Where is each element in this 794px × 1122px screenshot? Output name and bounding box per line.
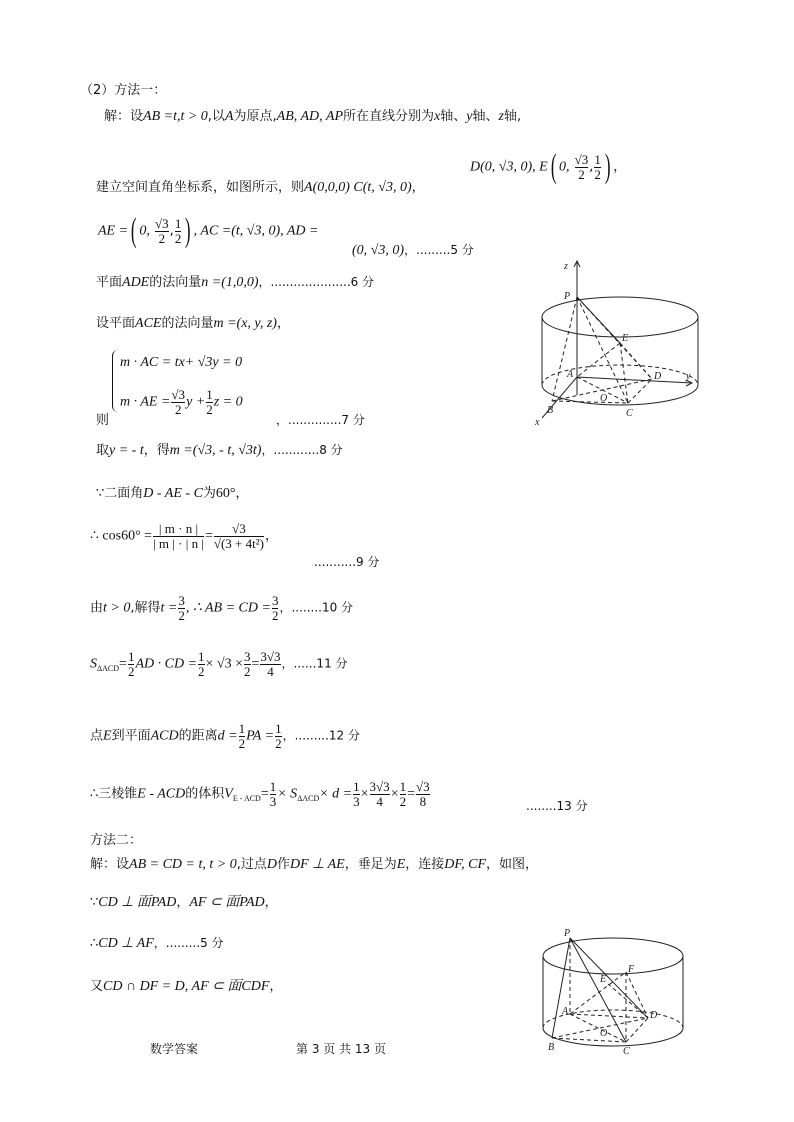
fraction: $\frac{3√3}{4}$ <box>369 779 390 809</box>
label-B: B <box>548 1042 555 1053</box>
fraction: $\frac{1}{2}$ <box>198 649 205 679</box>
m1-line2b: D(0, √3, 0), E( 0, $\frac{√3}{2}$ , $\frac{1}{2}$ ) ， <box>470 148 627 185</box>
formula: z <box>498 109 504 124</box>
label-D: D <box>650 1010 658 1021</box>
m1-line1 <box>104 110 521 124</box>
m1-line9-score <box>314 556 379 569</box>
formula: A(0,0,0) C(t, √3, 0) <box>304 180 412 195</box>
m2-line1: 解：设AB = CD = t, t > 0,过点D作DF ⊥ AE，垂足为E，连接DF, CF，如图， <box>90 857 539 872</box>
formula: t > 0 <box>103 600 131 616</box>
formula: m · AE = <box>120 394 171 410</box>
label-A: A <box>567 369 574 380</box>
score-mark: ，.........5 分 <box>153 936 224 950</box>
PB <box>552 297 577 401</box>
bottom-front <box>542 385 698 405</box>
cylinder-figure-2 <box>530 926 710 1058</box>
m1-line2a <box>96 181 425 195</box>
formula: y <box>466 109 473 124</box>
text: 所在直线分别为 <box>343 109 435 124</box>
m2-line2: ∵CD ⊥ 面PAD，AF ⊂ 面PAD， <box>90 895 278 910</box>
ED <box>620 343 652 379</box>
score-mark: ...........9 分 <box>314 555 380 569</box>
label-x: x <box>535 417 540 428</box>
text: ， <box>276 316 290 331</box>
label-y: y <box>686 371 691 382</box>
text: 轴、 <box>472 109 499 124</box>
m1-line3b <box>352 244 474 258</box>
fraction: $\frac{√3}{\text{√(3 + 4t²)}}$ <box>213 521 264 551</box>
label-O: O <box>600 1028 608 1039</box>
text: 建立空间直角坐标系，如图所示，则 <box>96 180 305 195</box>
fraction: $\frac{√3}{8}$ <box>416 779 430 809</box>
m2-line3: ∴CD ⊥ AF，.........5 分 <box>90 936 224 951</box>
m1-line6-score <box>276 414 365 427</box>
formula: x <box>434 109 441 124</box>
score-mark: ，..............7 分 <box>276 413 365 427</box>
m1-line12: 点E到平面ACD的距离d = $\frac{1}{2}$ PA = $\frac{1}{2}$ ，.........12 分 <box>90 721 360 751</box>
text: 轴, <box>503 109 522 124</box>
text: 则 <box>96 413 110 428</box>
text: ∵二面角 <box>96 486 144 501</box>
y-axis <box>577 377 692 383</box>
fraction: $\frac{3}{2}$ <box>244 649 251 679</box>
formula: A <box>224 109 234 124</box>
fraction: $\frac{1}{2}$ <box>275 721 282 751</box>
AC <box>570 1014 626 1042</box>
m1-line13-score <box>526 800 588 813</box>
fraction: $\frac{3}{2}$ <box>178 593 185 623</box>
PC <box>570 938 626 1042</box>
fraction: $\frac{1}{3}$ <box>269 779 277 809</box>
m1-line4 <box>96 276 374 290</box>
text: 取 <box>96 443 110 458</box>
text: ， <box>235 486 249 501</box>
fraction: $\frac{√3}{2}$ <box>171 387 186 417</box>
score-mark: ，........10 分 <box>279 600 354 615</box>
formula: 0, <box>559 159 570 175</box>
label-C: C <box>623 1046 630 1057</box>
BC <box>552 1038 626 1042</box>
formula: m =(x, y, z) <box>213 316 277 331</box>
m1-line9: ∴ cos60° = $\frac{| m \cdot n |}{| m | \cdot | n |}$ = $\frac{√3}{\text{√(3 + 4t²)}}$ ， <box>90 521 278 551</box>
fraction: $\frac{1}{2}$ <box>174 215 182 246</box>
formula: ∴ cos60° = <box>90 528 153 544</box>
score-mark: ，............8 分 <box>261 443 343 457</box>
score-mark: ，.........5 分 <box>404 243 474 257</box>
score-mark: ........13 分 <box>526 799 588 813</box>
m1-line13: ∴三棱锥E - ACD的体积$V_{E - ACD}=$ $\frac{1}{3}$ × $S_{\Delta ACD}\times d$ = $\frac{1}{3}$ × $\frac{3√3}{4}$ × $\frac{1}{2}$ = $\frac{√3}{8}$ <box>90 779 430 809</box>
label-D: D <box>654 371 662 382</box>
m1-eq1 <box>120 356 242 370</box>
formula: AE = <box>98 223 129 239</box>
m1-line11: $S_{\Delta ACD}=$ $\frac{1}{2}$ AD · CD = $\frac{1}{2}$ × √3 × $\frac{3}{2}$ = $\frac{3√3}{4}$ ，......11 分 <box>90 649 348 679</box>
fraction: $\frac{3√3}{4}$ <box>260 649 281 679</box>
formula: AB, AD, AP <box>276 109 344 124</box>
DE <box>608 984 648 1018</box>
text: 由 <box>90 600 104 616</box>
m1-eq2: m · AE = $\frac{√3}{2}$ y + $\frac{1}{2}$ z = 0 <box>120 387 243 417</box>
CD <box>628 379 652 403</box>
text: ， <box>411 180 425 195</box>
BC <box>552 401 628 403</box>
fraction: $\frac{| m \cdot n |}{| m | \cdot | n |}$ <box>153 521 204 551</box>
PC <box>577 297 628 403</box>
m1-line5 <box>96 317 290 331</box>
bottom-front <box>543 1028 683 1046</box>
score-mark: ，.........12 分 <box>282 728 360 743</box>
formula: D - AE - C <box>143 486 203 501</box>
m1-line10: 由t > 0,解得t = $\frac{3}{2}$ , ∴ AB = CD = $\frac{3}{2}$ ，........10 分 <box>90 593 354 623</box>
cylinder-figure-1 <box>520 255 710 430</box>
fraction: $\frac{1}{2}$ <box>399 779 407 809</box>
text: 解：设 <box>104 109 144 124</box>
fraction: $\frac{1}{3}$ <box>353 779 360 809</box>
formula: ADE <box>122 275 150 290</box>
fraction: $\frac{1}{2}$ <box>238 721 246 751</box>
m1-line8 <box>96 487 249 501</box>
text: 的法向量 <box>149 275 202 290</box>
formula: (0, √3, 0) <box>352 243 405 258</box>
text: 的法向量 <box>161 316 214 331</box>
label-z: z <box>564 261 568 272</box>
formula: , AC =(t, √3, 0), AD = <box>193 223 319 239</box>
score-mark: ，......11 分 <box>281 656 348 671</box>
text: ，得 <box>143 443 170 458</box>
fraction: $\frac{1}{2}$ <box>594 151 601 182</box>
text: ， <box>613 159 627 175</box>
EA <box>577 343 620 377</box>
label-C: C <box>626 408 633 419</box>
footer-subject: 数学答案 <box>150 1042 199 1056</box>
fraction: $\frac{3}{2}$ <box>271 593 279 623</box>
text: 平面 <box>96 275 123 290</box>
formula: y = - t <box>109 443 144 458</box>
text: 为 <box>202 486 216 501</box>
label-O: O <box>600 393 608 404</box>
m2-title: 方法二： <box>90 833 143 848</box>
label-P: P <box>564 928 571 939</box>
fraction: $\frac{√3}{2}$ <box>574 151 589 182</box>
footer-page: 第 3 页 共 13 页 <box>296 1042 386 1056</box>
formula: AB =t,t > 0 <box>143 109 208 124</box>
section-label: （2）方法一： <box>80 83 167 98</box>
formula: D(0, √3, 0), E <box>470 159 548 175</box>
top-ellipse <box>542 297 698 337</box>
text: ,解得 <box>130 600 161 616</box>
formula: 0, <box>139 223 150 239</box>
text: ,以 <box>207 109 225 124</box>
label-P: P <box>564 291 571 302</box>
AD <box>570 1014 648 1018</box>
PB <box>552 938 570 1038</box>
text: 为原点, <box>233 109 277 124</box>
label-F: F <box>628 964 635 975</box>
formula: m · AC = tx+ √3y = 0 <box>120 355 243 370</box>
system-brace <box>112 350 119 412</box>
m2-line4: 又CD ∩ DF = D, AF ⊂ 面CDF， <box>90 979 283 994</box>
label-B: B <box>547 405 554 416</box>
score-mark: ，.....................6 分 <box>258 275 375 289</box>
AF <box>570 972 626 1014</box>
m1-line3: AE =( 0, $\frac{√3}{2}$ , $\frac{1}{2}$ ) , AC =(t, √3, 0), AD = <box>98 212 319 249</box>
formula: m =(√3, - t, √3t) <box>169 443 262 458</box>
m1-line7 <box>96 444 343 458</box>
m1-line6-label <box>96 414 109 427</box>
formula: ACE <box>135 316 162 331</box>
fraction: $\frac{1}{2}$ <box>127 649 135 679</box>
label-E: E <box>600 974 607 985</box>
PD <box>570 938 648 1018</box>
text: 轴、 <box>440 109 467 124</box>
fraction: $\frac{√3}{2}$ <box>155 215 169 246</box>
fraction: $\frac{1}{2}$ <box>206 387 213 417</box>
text: 设平面 <box>96 316 136 331</box>
formula: 60° <box>215 486 236 501</box>
formula: n =(1,0,0) <box>201 275 259 290</box>
label-A: A <box>562 1006 569 1017</box>
label-E: E <box>622 333 629 344</box>
